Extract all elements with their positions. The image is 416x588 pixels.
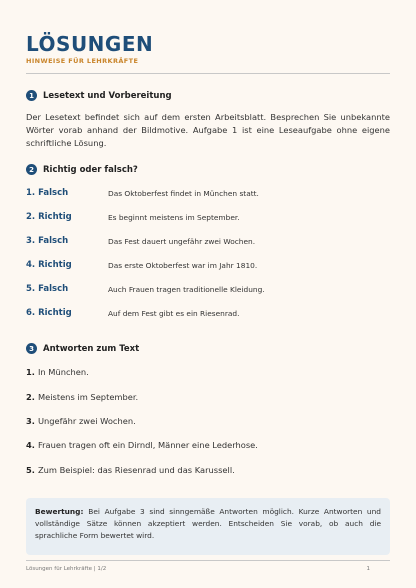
list-item — [26, 360, 390, 384]
statement-text: Das erste Oktoberfest war im Jahr 1810. — [108, 260, 258, 270]
section-number-badge: 2 — [26, 164, 37, 175]
answer-label: 5. Falsch — [26, 284, 69, 294]
list-item — [26, 229, 390, 253]
answer-text: Zum Beispiel: das Riesenrad und das Karussell. — [37, 464, 235, 475]
list-item — [26, 301, 390, 325]
section-title: Antworten zum Text — [43, 343, 140, 354]
answers-list — [26, 360, 390, 482]
note-label: Bewertung: — [35, 506, 89, 516]
answer-label: 2. Richtig — [26, 212, 72, 222]
grading-note — [26, 498, 390, 555]
answer-number: 2. — [26, 391, 35, 402]
list-item — [26, 384, 390, 408]
answer-number: 4. — [26, 440, 35, 451]
footer-divider — [26, 560, 390, 561]
answer-label: 1. Falsch — [26, 188, 69, 198]
section-reading — [26, 90, 390, 150]
true-false-list — [26, 181, 390, 325]
section-true-false — [26, 164, 390, 325]
answer-text: In München. — [37, 367, 89, 378]
answer-number: 5. — [26, 464, 35, 475]
page-footer — [26, 566, 370, 572]
page-number: 1 — [366, 566, 370, 572]
list-item — [26, 409, 390, 433]
note-text: Bei Aufgabe 3 sind sinngemäße Antworten möglich. Kurze Antworten und vollständige Sätze können akzeptiert werden. Entscheiden Sie vorab, ob auch die sprachliche Form bewertet wird. — [35, 506, 381, 540]
list-item — [26, 253, 390, 277]
list-item — [26, 458, 390, 482]
section-heading — [26, 90, 390, 101]
list-item — [26, 277, 390, 301]
page-title: LÖSUNGEN — [26, 32, 154, 56]
answer-number: 3. — [26, 415, 35, 426]
section-heading — [26, 164, 390, 175]
answer-text: Ungefähr zwei Wochen. — [37, 415, 136, 426]
list-item — [26, 181, 390, 205]
statement-text: Auf dem Fest gibt es ein Riesenrad. — [108, 308, 240, 318]
section-heading — [26, 343, 390, 354]
header-divider — [26, 73, 390, 74]
section-number-badge: 1 — [26, 90, 37, 101]
list-item — [26, 205, 390, 229]
answer-label: 4. Richtig — [26, 260, 72, 270]
footer-text: Lösungen für Lehrkräfte | 1/2 — [26, 566, 107, 572]
answer-label: 6. Richtig — [26, 308, 72, 318]
page-subtitle: HINWEISE FÜR LEHRKRÄFTE — [26, 57, 139, 65]
answer-number: 1. — [26, 367, 35, 378]
list-item — [26, 433, 390, 457]
statement-text: Es beginnt meistens im September. — [108, 212, 240, 222]
answer-text: Meistens im September. — [37, 391, 139, 402]
section-title: Lesetext und Vorbereitung — [43, 90, 172, 101]
statement-text: Auch Frauen tragen traditionelle Kleidung. — [108, 284, 265, 294]
section-number-badge: 3 — [26, 343, 37, 354]
section-answers — [26, 343, 390, 482]
answer-label: 3. Falsch — [26, 236, 69, 246]
answer-text: Frauen tragen oft ein Dirndl, Männer eine Lederhose. — [37, 440, 258, 451]
section-paragraph: Der Lesetext befindet sich auf dem ersten Arbeitsblatt. Besprechen Sie unbekannte Wörter vorab anhand der Bildmotive. Aufgabe 1 ist eine Leseaufgabe ohne eigene schriftliche Lösung. — [26, 112, 390, 148]
section-title: Richtig oder falsch? — [43, 164, 138, 175]
statement-text: Das Oktoberfest findet in München statt. — [108, 188, 259, 198]
page-header — [26, 0, 390, 74]
statement-text: Das Fest dauert ungefähr zwei Wochen. — [108, 236, 256, 246]
